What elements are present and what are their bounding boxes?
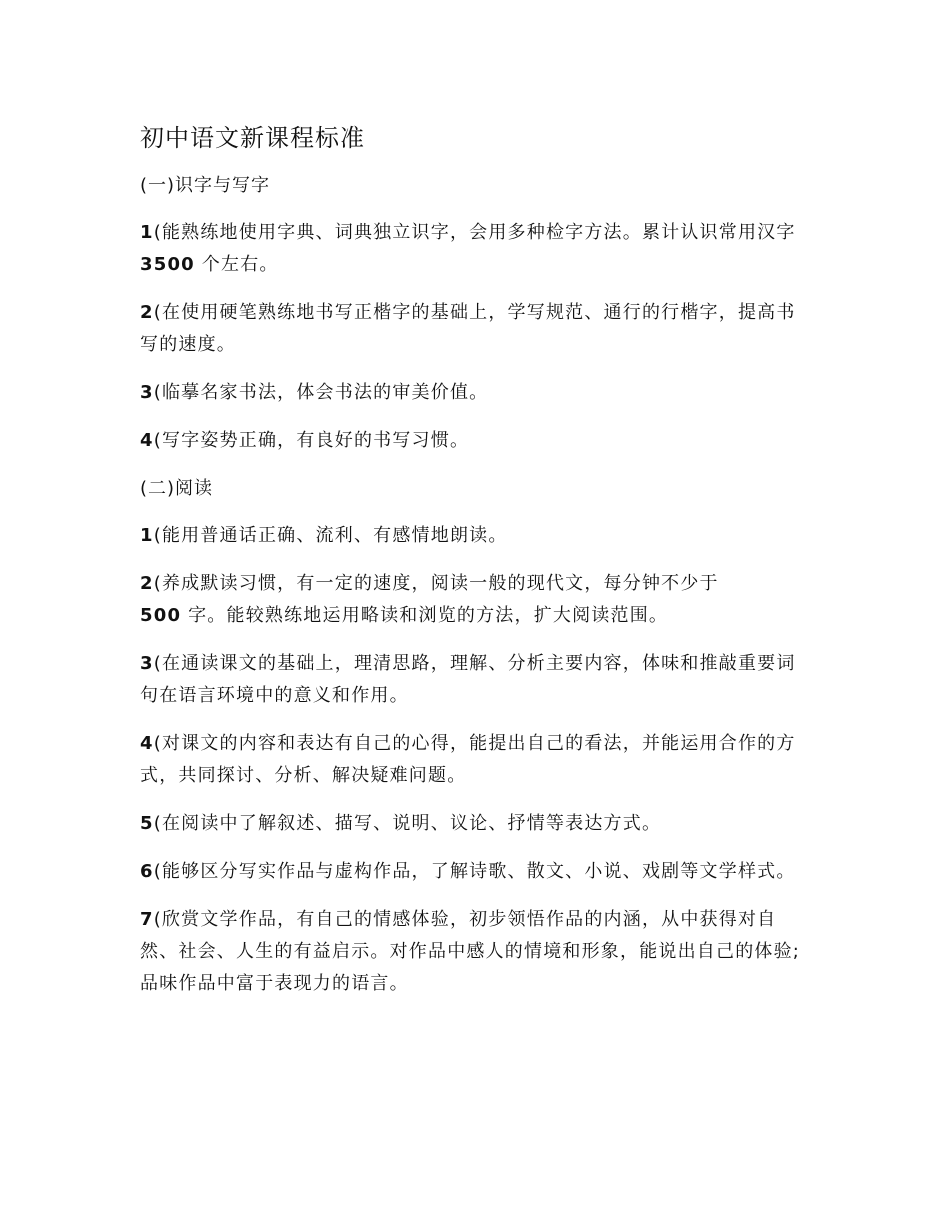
item-text: (能熟练地使用字典、词典独立识字，会用多种检字方法。累计认识常用汉字 [153, 222, 796, 243]
item-text: (在通读课文的基础上，理清思路，理解、分析主要内容，体味和推敲重要词句在语言环境中的意义和作用。 [140, 653, 796, 706]
list-item [140, 297, 812, 361]
item-number: 5 [140, 813, 154, 834]
document-page [140, 120, 812, 1016]
list-item [140, 568, 812, 632]
list-item [140, 520, 812, 552]
list-item [140, 904, 812, 1000]
section-heading-reading: (二)阅读 [140, 478, 214, 499]
item-number: 1 [140, 525, 154, 546]
item-emphasis: 3500 [140, 254, 195, 275]
item-number: 4 [140, 430, 154, 451]
item-text: (养成默读习惯，有一定的速度，阅读一般的现代文，每分钟不少于 [153, 573, 719, 594]
item-text: (在使用硬笔熟练地书写正楷字的基础上，学写规范、通行的行楷字，提高书写的速度。 [140, 302, 796, 355]
list-item [140, 648, 812, 712]
item-text-tail: 个左右。 [194, 254, 279, 275]
list-item [140, 377, 812, 409]
item-number: 1 [140, 222, 154, 243]
item-text: (临摹名家书法，体会书法的审美价值。 [153, 382, 489, 403]
item-text: (对课文的内容和表达有自己的心得，能提出自己的看法，并能运用合作的方式，共同探讨、分析、解决疑难问题。 [140, 733, 796, 786]
list-item [140, 217, 812, 281]
section-heading-literacy: (一)识字与写字 [140, 175, 271, 196]
item-emphasis: 500 [140, 605, 182, 626]
list-item [140, 808, 812, 840]
item-text: (欣赏文学作品，有自己的情感体验，初步领悟作品的内涵，从中获得对自然、社会、人生的有益启示。对作品中感人的情境和形象，能说出自己的体验;品味作品中富于表现力的语言。 [140, 909, 801, 994]
item-number: 4 [140, 733, 154, 754]
document-title: 初中语文新课程标准 [140, 124, 365, 152]
item-number: 2 [140, 302, 154, 323]
item-text-tail: 字。能较熟练地运用略读和浏览的方法，扩大阅读范围。 [181, 605, 669, 626]
list-item [140, 728, 812, 792]
list-item [140, 425, 812, 457]
item-number: 3 [140, 382, 154, 403]
item-text: (能够区分写实作品与虚构作品，了解诗歌、散文、小说、戏剧等文学样式。 [153, 861, 796, 882]
item-number: 6 [140, 861, 154, 882]
item-text: (在阅读中了解叙述、描写、说明、议论、抒情等表达方式。 [153, 813, 662, 834]
item-number: 7 [140, 909, 154, 930]
item-number: 3 [140, 653, 154, 674]
list-item [140, 856, 812, 888]
item-text: (写字姿势正确，有良好的书写习惯。 [153, 430, 470, 451]
item-text: (能用普通话正确、流利、有感情地朗读。 [153, 525, 508, 546]
item-number: 2 [140, 573, 154, 594]
